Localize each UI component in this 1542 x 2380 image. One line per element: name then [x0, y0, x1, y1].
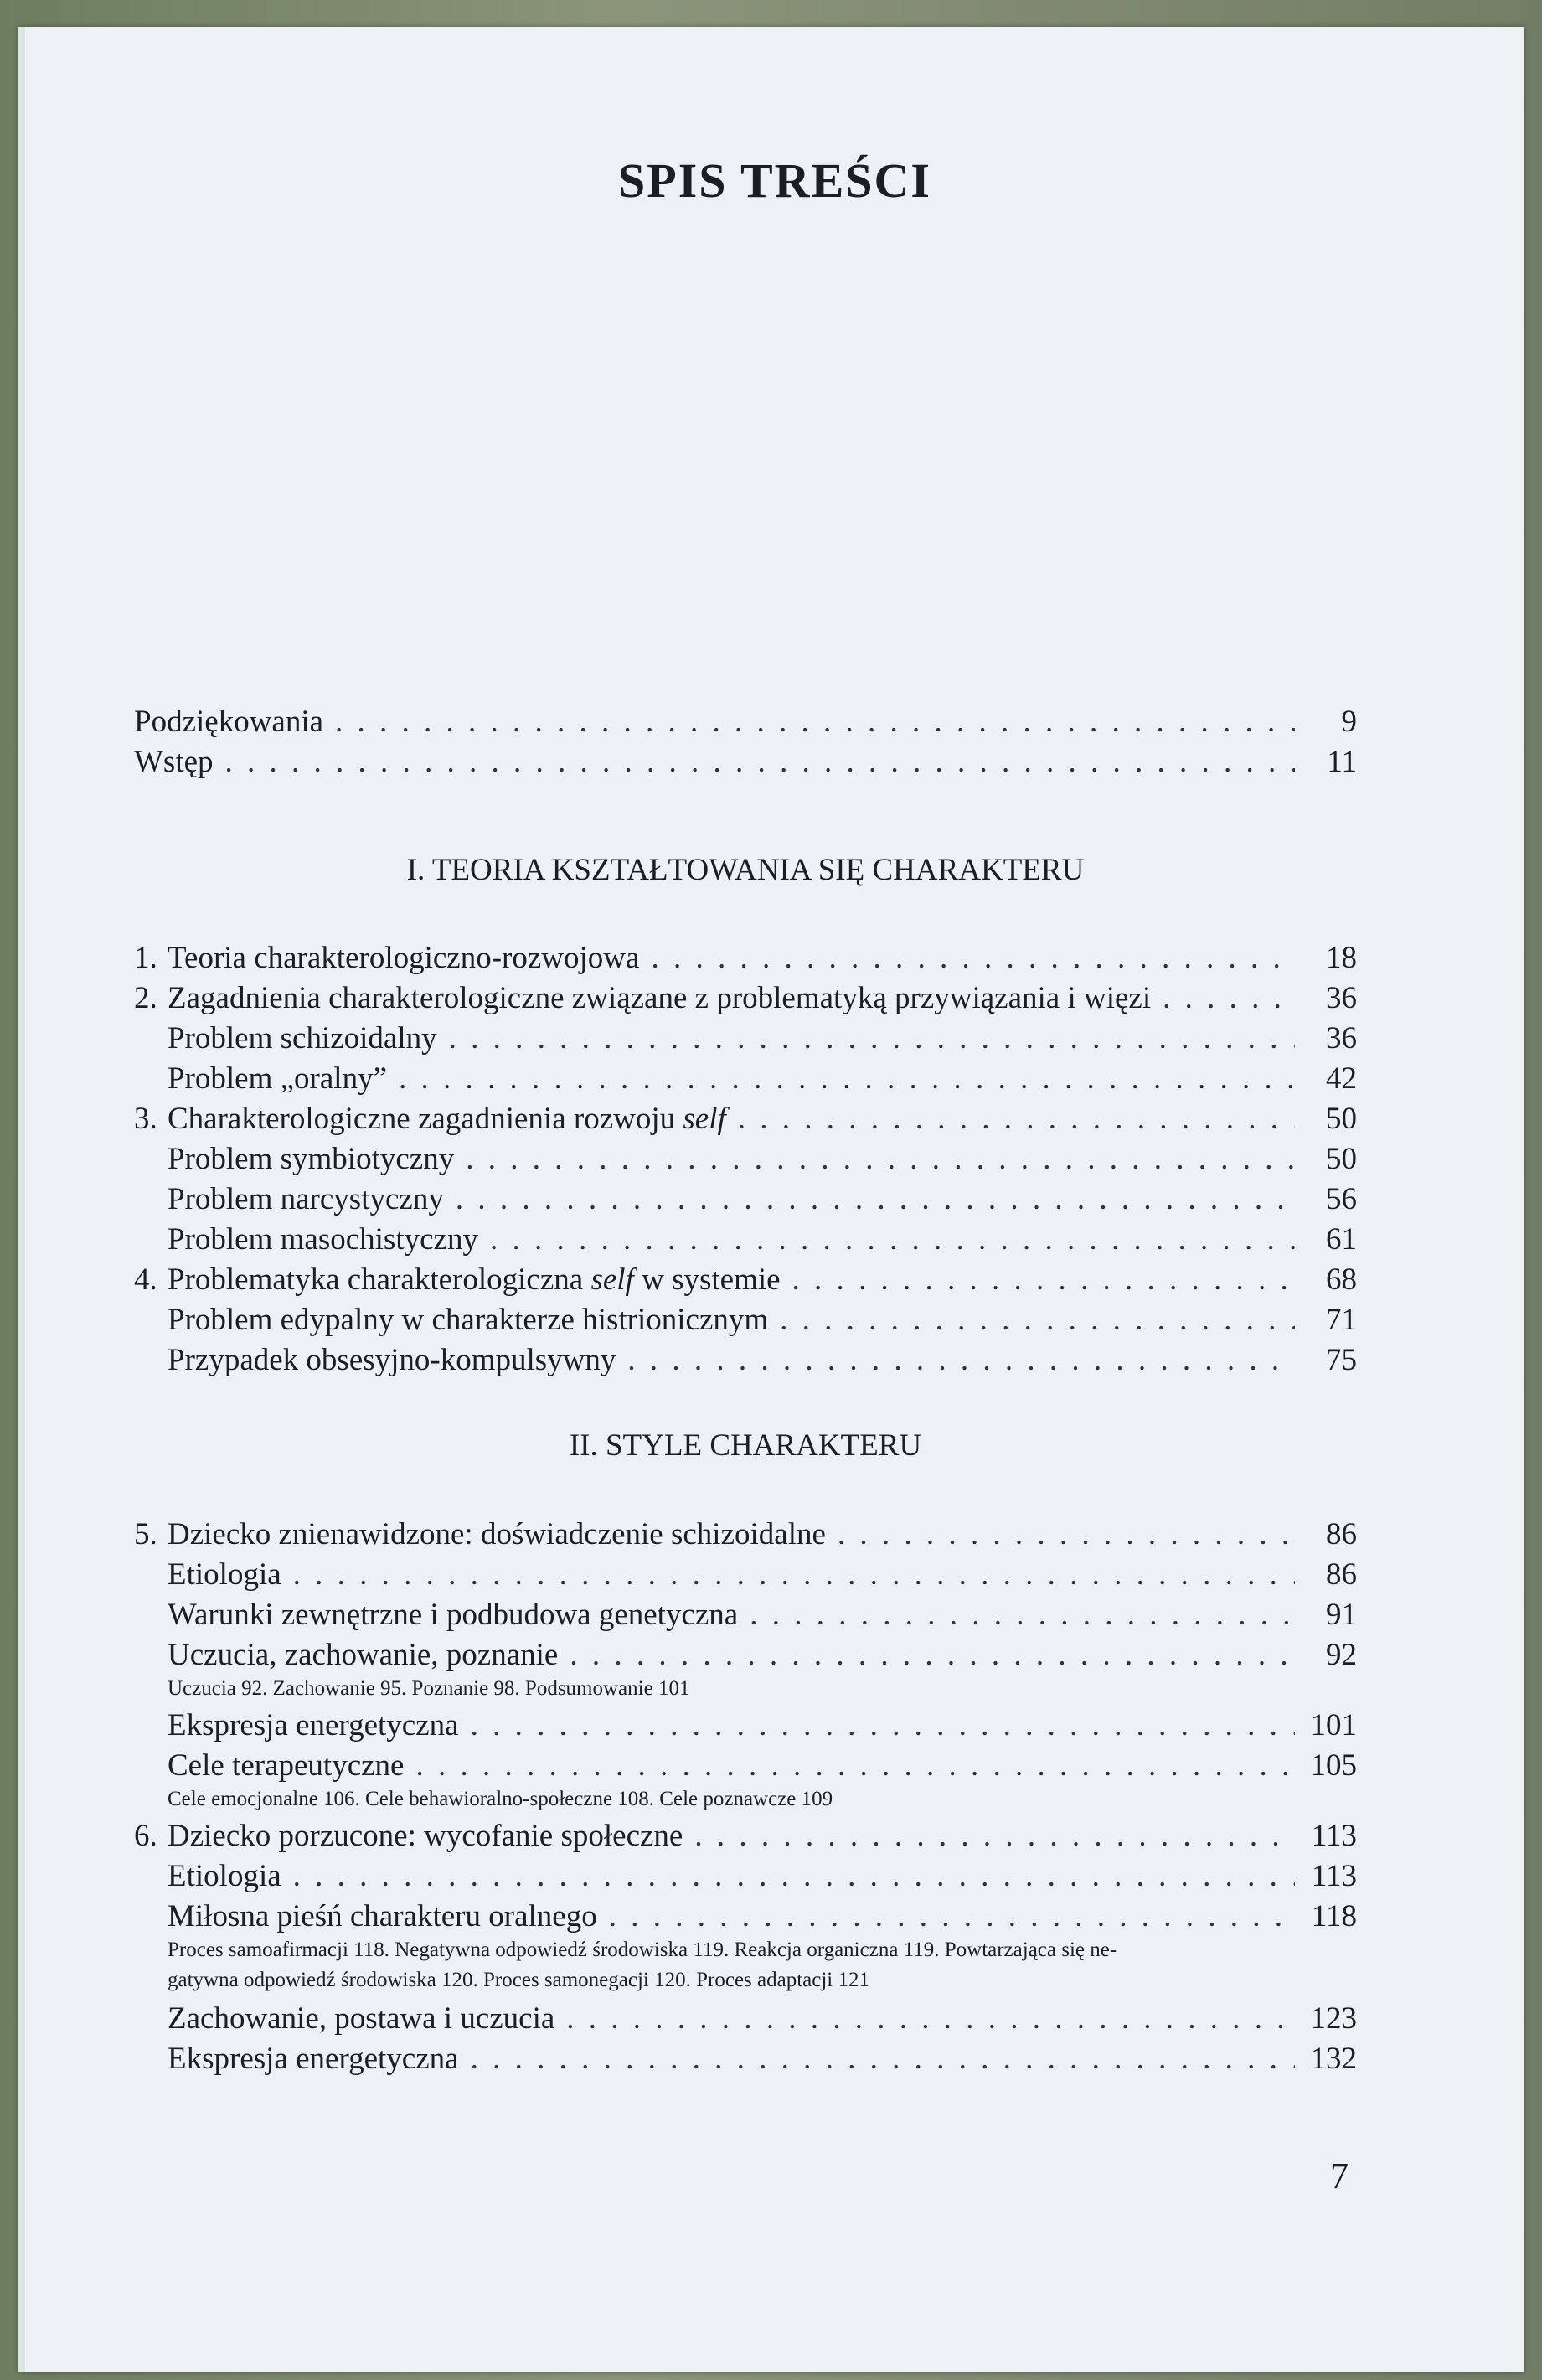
- entry-label: Problem edypalny w charakterze histrionicznym: [168, 1303, 769, 1337]
- entry-label: Uczucia, zachowanie, poznanie: [168, 1638, 559, 1672]
- entry-page: 113: [1311, 1859, 1357, 1893]
- dot-leader: [335, 704, 1295, 741]
- toc-entry: [134, 1748, 1357, 1784]
- entry-page: 36: [1326, 981, 1357, 1015]
- entry-page: 123: [1310, 2001, 1357, 2036]
- toc-entry: [134, 1181, 1357, 1218]
- dot-leader: [225, 744, 1295, 781]
- entry-label: Problem masochistyczny: [168, 1222, 478, 1257]
- dot-leader: [399, 1061, 1295, 1097]
- toc-entry: [134, 980, 1357, 1017]
- dot-leader: [293, 1858, 1295, 1895]
- subentry-note: Uczucia 92. Zachowanie 95. Poznanie 98. Podsumowanie 101: [168, 1677, 690, 1700]
- entry-page: 68: [1326, 1262, 1357, 1297]
- subentry-note: gatywna odpowiedź środowiska 120. Proces samonegacji 120. Proces adaptacji 121: [168, 1969, 869, 1991]
- entry-label: Przypadek obsesyjno-kompulsywny: [168, 1343, 616, 1377]
- entry-number: 1.: [134, 941, 157, 975]
- subentry-note: Cele emocjonalne 106. Cele behawioralno-społeczne 108. Cele poznawcze 109: [168, 1788, 833, 1810]
- toc-entry: [134, 1302, 1357, 1339]
- entry-label: Miłosna pieśń charakteru oralnego: [168, 1899, 597, 1933]
- entry-page: 105: [1310, 1748, 1357, 1783]
- toc-entry: [134, 1061, 1357, 1097]
- entry-page: 9: [1341, 705, 1357, 739]
- entry-page: 11: [1327, 745, 1357, 779]
- entry-label: Problematyka charakterologiczna self w systemie: [168, 1262, 781, 1297]
- dot-leader: [780, 1302, 1295, 1339]
- dot-leader: [466, 1141, 1295, 1178]
- entry-page: 50: [1326, 1142, 1357, 1176]
- toc-entry: [134, 1557, 1357, 1593]
- entry-page: 42: [1326, 1061, 1357, 1096]
- toc-entry: [134, 1898, 1357, 1935]
- dot-leader: [566, 2001, 1295, 2037]
- toc-entry: [134, 940, 1357, 977]
- toc-entry: [134, 744, 1357, 781]
- toc-entry: [134, 1342, 1357, 1379]
- entry-page: 71: [1326, 1303, 1357, 1337]
- toc-entry: [134, 1141, 1357, 1178]
- toc-entry: [134, 704, 1357, 741]
- entry-label: Problem „oralny”: [168, 1061, 387, 1096]
- entry-number: 2.: [134, 981, 157, 1015]
- entry-label: Dziecko znienawidzone: doświadczenie schizoidalne: [168, 1517, 826, 1551]
- entry-label: Charakterologiczne zagadnienia rozwoju self: [168, 1102, 726, 1136]
- entry-number: 3.: [134, 1102, 157, 1136]
- entry-label: Wstęp: [134, 745, 214, 779]
- entry-page: 56: [1326, 1182, 1357, 1216]
- entry-label: Etiologia: [168, 1557, 281, 1592]
- dot-leader: [1163, 980, 1295, 1017]
- toc-entry: [134, 2001, 1357, 2037]
- part-heading: II. STYLE CHARAKTERU: [569, 1428, 922, 1463]
- entry-page: 50: [1326, 1102, 1357, 1136]
- entry-page: 36: [1326, 1021, 1357, 1056]
- entry-page: 18: [1326, 941, 1357, 975]
- dot-leader: [651, 940, 1295, 977]
- entry-label: Dziecko porzucone: wycofanie społeczne: [168, 1819, 683, 1853]
- entry-page: 101: [1310, 1708, 1357, 1742]
- entry-page: 113: [1311, 1819, 1357, 1853]
- entry-number: 5.: [134, 1517, 157, 1551]
- entry-page: 132: [1310, 2042, 1357, 2076]
- toc-entry: [134, 1597, 1357, 1634]
- entry-label: Etiologia: [168, 1859, 281, 1893]
- toc-entry: [134, 1818, 1357, 1855]
- entry-page: 86: [1326, 1517, 1357, 1551]
- entry-label: Zachowanie, postawa i uczucia: [168, 2001, 555, 2036]
- toc-entry: [134, 1262, 1357, 1298]
- entry-label: Ekspresja energetyczna: [168, 2042, 459, 2076]
- toc-entry: [134, 1221, 1357, 1258]
- entry-label: Zagadnienia charakterologiczne związane z problematyką przywiązania i więzi: [168, 981, 1152, 1015]
- entry-label: Warunki zewnętrzne i podbudowa genetyczna: [168, 1598, 739, 1632]
- entry-label: Problem schizoidalny: [168, 1021, 437, 1056]
- dot-leader: [490, 1221, 1295, 1258]
- entry-label: Teoria charakterologiczno-rozwojowa: [168, 941, 640, 975]
- entry-page: 75: [1326, 1343, 1357, 1377]
- dot-leader: [415, 1748, 1295, 1784]
- entry-page: 92: [1326, 1638, 1357, 1672]
- entry-number: 4.: [134, 1262, 157, 1297]
- subentry-note: Proces samoafirmacji 118. Negatywna odpowiedź środowiska 119. Reakcja organiczna 119. Powtarzająca się ne-: [168, 1939, 1117, 1961]
- dot-leader: [750, 1597, 1295, 1634]
- entry-page: 86: [1326, 1557, 1357, 1592]
- dot-leader: [456, 1181, 1295, 1218]
- entry-label: Cele terapeutyczne: [168, 1748, 405, 1783]
- entry-label: Ekspresja energetyczna: [168, 1708, 459, 1742]
- dot-leader: [792, 1262, 1295, 1298]
- book-page: [18, 27, 1524, 2372]
- dot-leader: [293, 1557, 1295, 1593]
- entry-page: 61: [1326, 1222, 1357, 1257]
- toc-entry: [134, 1637, 1357, 1674]
- entry-label: Problem symbiotyczny: [168, 1142, 455, 1176]
- entry-label: Podziękowania: [134, 705, 324, 739]
- page-title: SPIS TREŚCI: [618, 153, 931, 208]
- entry-page: 91: [1326, 1598, 1357, 1632]
- entry-page: 118: [1311, 1899, 1357, 1933]
- toc-entry: [134, 1516, 1357, 1553]
- dot-leader: [609, 1898, 1295, 1935]
- dot-leader: [838, 1516, 1295, 1553]
- dot-leader: [449, 1020, 1295, 1057]
- entry-label: Problem narcystyczny: [168, 1182, 444, 1216]
- entry-number: 6.: [134, 1819, 157, 1853]
- part-heading: I. TEORIA KSZTAŁTOWANIA SIĘ CHARAKTERU: [406, 853, 1085, 887]
- toc-entry: [134, 2041, 1357, 2078]
- dot-leader: [627, 1342, 1295, 1379]
- toc-entry: [134, 1858, 1357, 1895]
- toc-entry: [134, 1707, 1357, 1744]
- toc-entry: [134, 1020, 1357, 1057]
- dot-leader: [738, 1101, 1295, 1138]
- dot-leader: [570, 1637, 1295, 1674]
- dot-leader: [471, 2041, 1295, 2078]
- page-number: 7: [1330, 2155, 1349, 2197]
- dot-leader: [471, 1707, 1295, 1744]
- toc-entry: [134, 1101, 1357, 1138]
- dot-leader: [694, 1818, 1295, 1855]
